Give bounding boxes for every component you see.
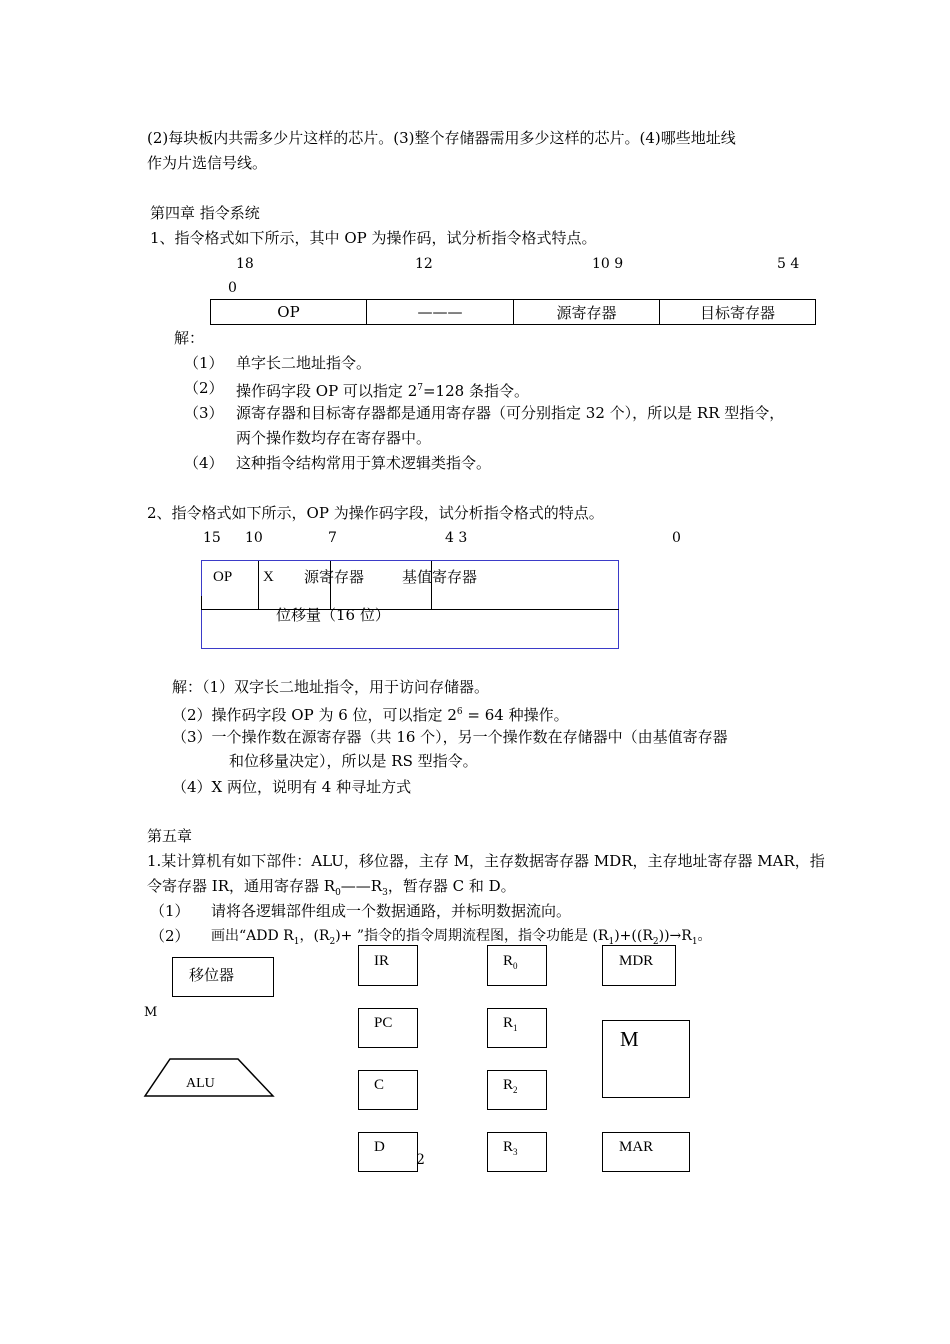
q2-prompt: 2、指令格式如下所示，OP 为操作码字段，试分析指令格式的特点。	[147, 504, 604, 522]
q2-ans4: （4）X 两位，说明有 4 种寻址方式	[172, 778, 412, 796]
q2-ans1: 解：（1）双字长二地址指令，用于访问存储器。	[172, 678, 490, 696]
ch5-sub2-num: （2）	[150, 927, 190, 945]
q2-field-op: OP	[213, 569, 233, 585]
q1-bit-10-9: 10 9	[592, 256, 624, 272]
page-number: 2	[416, 1152, 425, 1168]
alu-label: ALU	[186, 1076, 215, 1091]
ch5-sub2-text: 画出“ADD $R_1$，$(R_2)+$ ”指令的指令周期流程图，指令功能是 $(R_1)+((R_2))\to R_1$。	[211, 928, 712, 947]
q1-bit-0: 0	[228, 280, 237, 296]
q1-field-source-reg: 源寄存器	[514, 300, 660, 324]
q2-sep-left	[201, 596, 202, 610]
mar-label: MAR	[619, 1139, 654, 1155]
q1-prompt: 1、指令格式如下所示，其中 OP 为操作码，试分析指令格式特点。	[150, 229, 597, 247]
q2-field-x: X	[263, 569, 274, 585]
q1-ans1-num: （1）	[184, 354, 224, 372]
chapter4-title: 第四章 指令系统	[150, 204, 260, 222]
q2-ans3-cont: 和位移量决定），所以是 RS 型指令。	[229, 752, 478, 770]
q1-solution-label: 解：	[174, 329, 205, 347]
pc-label: PC	[374, 1015, 393, 1031]
q1-field-target-reg: 目标寄存器	[699, 303, 775, 322]
q1-bit-5-4: 5 4	[777, 256, 800, 272]
q1-format-table	[210, 299, 816, 325]
q1-ans4-num: （4）	[184, 454, 224, 472]
q2-sep-1	[258, 561, 259, 609]
memory-box	[602, 1020, 690, 1098]
ch5-sub1-text: 请将各逻辑部件组成一个数据通路，并标明数据流向。	[211, 902, 572, 920]
memory-label: M	[620, 1027, 639, 1051]
q1-ans2-text: 操作码字段 OP 可以指定 $2^7=128$ 条指令。	[236, 382, 529, 400]
q2-bit-10: 10	[245, 530, 263, 546]
q2-ans2: （2）操作码字段 OP 为 6 位，可以指定 $2^6 = 64$ 种操作。	[172, 706, 569, 724]
q2-field-source-reg: 源寄存器	[304, 568, 365, 586]
intro-line-1: (2)每块板内共需多少片这样的芯片。(3)整个存储器需用多少这样的芯片。(4)哪些地址线	[147, 129, 736, 147]
m-side-label: M	[144, 1005, 158, 1020]
q2-ans3: （3）一个操作数在源寄存器（共 16 个），另一个操作数在存储器中（由基值寄存器	[172, 728, 728, 746]
q1-field-op: OP	[211, 300, 367, 324]
q1-ans4-text: 这种指令结构常用于算术逻辑类指令。	[236, 454, 492, 472]
mdr-label: MDR	[619, 953, 654, 969]
r1-label: $R_1$	[503, 1015, 518, 1033]
q1-ans3-cont: 两个操作数均存在寄存器中。	[236, 429, 432, 447]
q2-bit-7: 7	[328, 530, 337, 546]
q2-format-divider	[201, 609, 619, 610]
r2-label: $R_2$	[503, 1077, 518, 1095]
intro-line-2: 作为片选信号线。	[147, 154, 268, 172]
chapter5-title: 第五章	[147, 827, 193, 845]
q1-ans2-num: （2）	[184, 379, 224, 397]
r0-label: $R_0$	[503, 953, 518, 971]
r3-label: $R_3$	[503, 1139, 518, 1157]
q2-bit-15: 15	[203, 530, 221, 546]
q1-ans3-num: （3）	[184, 404, 224, 422]
q1-bit-18: 18	[236, 256, 254, 272]
q2-field-displacement: 位移量（16 位）	[276, 606, 390, 624]
d-box	[358, 1132, 418, 1172]
c-box	[358, 1070, 418, 1110]
ch5-q1-line2: 令寄存器 IR，通用寄存器 $R_0——R_3$，暂存器 C 和 D。	[147, 877, 516, 898]
q2-bit-4-3: 4 3	[445, 530, 468, 546]
q1-bit-12: 12	[415, 256, 433, 272]
q1-field-unused: ———	[367, 300, 514, 324]
q2-field-base-reg: 基值寄存器	[402, 568, 478, 586]
ch5-q1-line1: 1.某计算机有如下部件：ALU，移位器，主存 M，主存数据寄存器 MDR，主存地址寄存器 MAR，指	[147, 852, 825, 870]
ir-label: IR	[374, 953, 389, 969]
d-label: D	[374, 1139, 385, 1155]
ch5-sub1-num: （1）	[150, 902, 190, 920]
shifter-label: 移位器	[189, 968, 235, 984]
q1-ans3-text: 源寄存器和目标寄存器都是通用寄存器（可分别指定 32 个），所以是 RR 型指令，	[236, 404, 785, 422]
c-label: C	[374, 1077, 385, 1093]
q2-bit-0: 0	[672, 530, 681, 546]
q1-ans1-text: 单字长二地址指令。	[236, 354, 372, 372]
